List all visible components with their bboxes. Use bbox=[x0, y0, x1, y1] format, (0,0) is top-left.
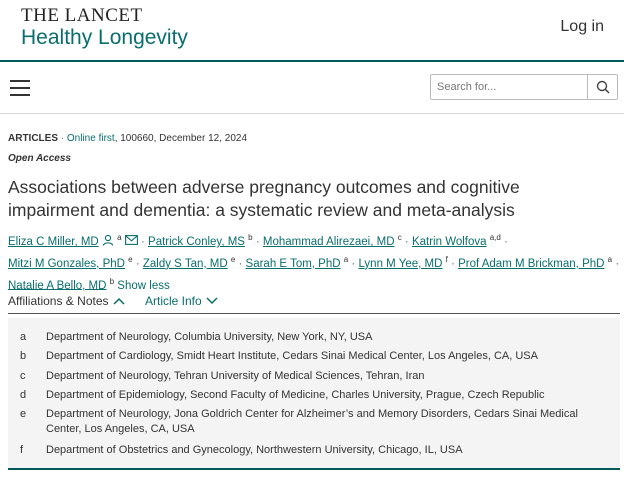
search-icon bbox=[596, 80, 610, 94]
author-affil-sup: a bbox=[343, 254, 349, 264]
author-affil-sup: f bbox=[445, 254, 448, 264]
open-access-label: Open Access bbox=[8, 153, 71, 164]
brand-line-1: THE LANCET bbox=[21, 5, 143, 26]
site-header bbox=[0, 0, 624, 62]
author-affil-sup: e bbox=[128, 254, 133, 264]
author-link[interactable]: Zaldy S Tan, MD bbox=[142, 257, 228, 270]
author-link[interactable]: Mitzi M Gonzales, PhD bbox=[8, 257, 125, 270]
author-link[interactable]: Prof Adam M Brickman, PhD bbox=[458, 257, 605, 270]
article-tabs bbox=[8, 294, 620, 314]
author-link[interactable]: Sarah E Tom, PhD bbox=[245, 257, 341, 270]
tab-label: Affiliations & Notes bbox=[8, 294, 109, 308]
affiliation-text: Department of Cardiology, Smidt Heart Institute, Cedars Sinai Medical Center, Los Angeles, CA, USA bbox=[46, 350, 538, 362]
author-affil-sup: a,d bbox=[489, 233, 501, 242]
author-affil-sup: e bbox=[230, 254, 236, 264]
tab-article-info[interactable] bbox=[145, 294, 218, 308]
author-link[interactable]: Mohammad Alirezaei, MD bbox=[262, 235, 395, 248]
affiliation-key: f bbox=[20, 444, 24, 456]
article-type: ARTICLES bbox=[8, 133, 58, 144]
author-affil-sup: a bbox=[607, 254, 613, 264]
author-list: Eliza C Miller, MD $^a$ · Patrick Conley, MS $^b$ · Mohammad Alirezaei, MD $^c$ · Katrin Wolfova $^{a,d}$ · Mitzi M Gonzales, PhD $^e$ · Zaldy S Tan, MD $^e$ · Sarah E Tom, PhD $^a$ · Lynn M Yee, MD $^f$ · Prof Adam M Brickman, PhD $^a$ · Natalie A Bello, MD $^b$ Show less bbox=[8, 233, 620, 292]
author-affil-sup: b bbox=[248, 233, 253, 242]
affiliation-text: Department of Neurology, Tehran University of Medical Sciences, Tehran, Iran bbox=[46, 370, 425, 382]
hamburger-icon[interactable] bbox=[10, 80, 30, 96]
search-box bbox=[430, 74, 618, 100]
person-icon[interactable] bbox=[102, 234, 114, 246]
journal-logo[interactable] bbox=[21, 6, 188, 50]
online-first-link[interactable]: Online first bbox=[66, 133, 115, 144]
search-input[interactable] bbox=[431, 75, 587, 99]
affiliation-key: d bbox=[20, 389, 27, 401]
affiliation-key: a bbox=[20, 331, 27, 343]
author-link[interactable]: Eliza C Miller, MD bbox=[8, 235, 99, 248]
author-affil-sup: a bbox=[117, 233, 122, 242]
affiliations-panel bbox=[8, 318, 620, 470]
search-button[interactable] bbox=[587, 75, 617, 99]
chevron-down-icon bbox=[206, 297, 218, 305]
author-link[interactable]: Lynn M Yee, MD bbox=[358, 257, 443, 270]
envelope-icon[interactable] bbox=[125, 235, 138, 245]
brand-line-2: Healthy Longevity bbox=[21, 26, 188, 49]
author-affil-sup: b bbox=[109, 276, 115, 286]
article-meta: ARTICLES · Online first, 100660, December 12, 2024 bbox=[8, 133, 248, 144]
affiliation-text: Department of Neurology, Columbia University, New York, NY, USA bbox=[46, 331, 373, 343]
tab-affiliations[interactable] bbox=[8, 294, 125, 308]
login-link[interactable]: Log in bbox=[560, 18, 604, 35]
affiliation-key: e bbox=[20, 408, 27, 420]
article-title: Associations between adverse pregnancy outcomes and cognitive impairment and dementia: a systematic review and meta-analysis bbox=[8, 177, 520, 220]
article-id-date: , 100660, December 12, 2024 bbox=[114, 133, 248, 144]
affiliation-text: Department of Neurology, Jona Goldrich Center for Alzheimer’s and Memory Disorders, Cedars Sinai Medical Center, Los Angeles, CA, USA bbox=[46, 408, 578, 435]
nav-bar bbox=[0, 62, 624, 114]
affiliation-key: b bbox=[20, 350, 27, 362]
affiliation-key: c bbox=[20, 370, 26, 382]
author-link[interactable]: Katrin Wolfova bbox=[411, 235, 487, 248]
affiliation-text: Department of Epidemiology, Second Faculty of Medicine, Charles University, Prague, Czech Republic bbox=[46, 389, 545, 401]
affiliation-text: Department of Obstetrics and Gynecology, Northwestern University, Chicago, IL, USA bbox=[46, 444, 463, 456]
chevron-up-icon bbox=[113, 297, 125, 305]
author-link[interactable]: Natalie A Bello, MD bbox=[8, 279, 107, 292]
tab-label: Article Info bbox=[145, 294, 202, 308]
show-less-link[interactable]: Show less bbox=[117, 279, 170, 292]
author-link[interactable]: Patrick Conley, MS bbox=[148, 235, 245, 248]
author-affil-sup: c bbox=[397, 233, 402, 242]
